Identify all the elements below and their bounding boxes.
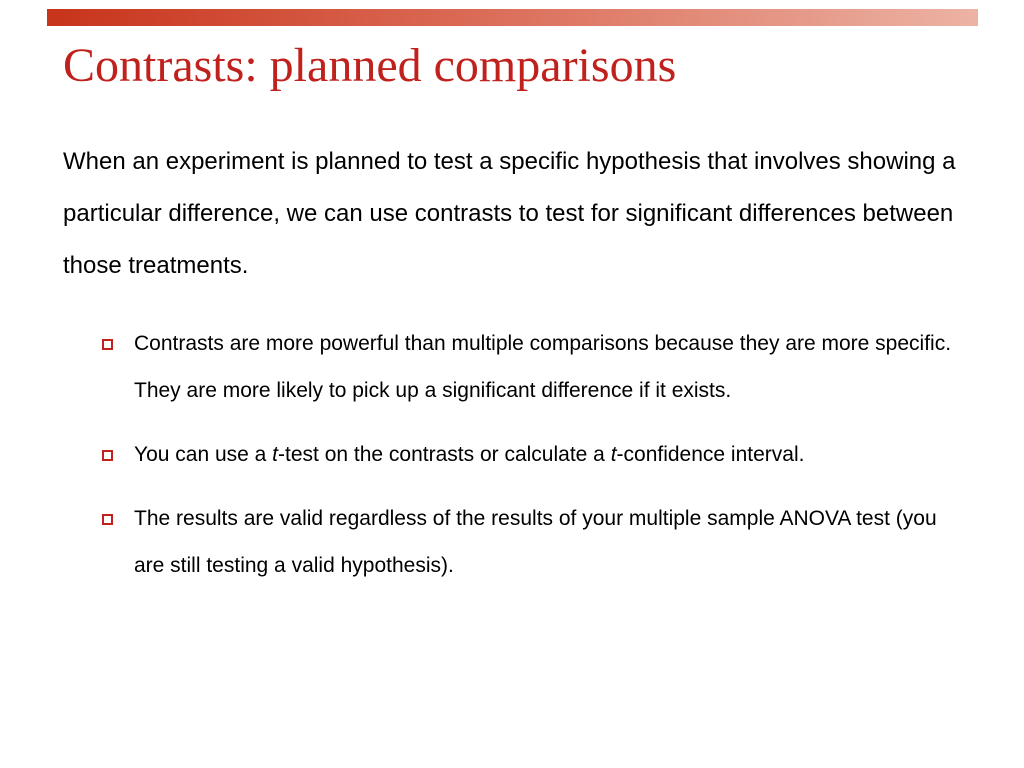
bullet-text-part: -test on the contrasts or calculate a [278, 443, 611, 466]
bullet-text: The results are valid regardless of the results of your multiple sample ANOVA test (you are still testing a valid hypothesis). [134, 507, 937, 577]
bullet-item [0, 495, 1024, 589]
header-accent-bar [47, 9, 978, 26]
slide-title: Contrasts: planned comparisons [63, 39, 677, 92]
bullet-text-part: -confidence interval. [616, 443, 805, 466]
square-bullet-icon [102, 514, 113, 525]
intro-paragraph: When an experiment is planned to test a specific hypothesis that involves showing a particular difference, we can use contrasts to test for significant differences between those treatments. [63, 148, 956, 279]
italic-t: t [272, 443, 279, 466]
bullet-item [0, 320, 1024, 414]
bullet-item [0, 431, 1024, 478]
square-bullet-icon [102, 339, 113, 350]
bullet-text: Contrasts are more powerful than multiple comparisons because they are more specific. They are more likely to pick up a significant difference if it exists. [134, 332, 952, 402]
bullet-list [0, 320, 1024, 606]
bullet-text-part: You can use a [134, 443, 273, 466]
square-bullet-icon [102, 450, 113, 461]
italic-t: t [610, 443, 617, 466]
